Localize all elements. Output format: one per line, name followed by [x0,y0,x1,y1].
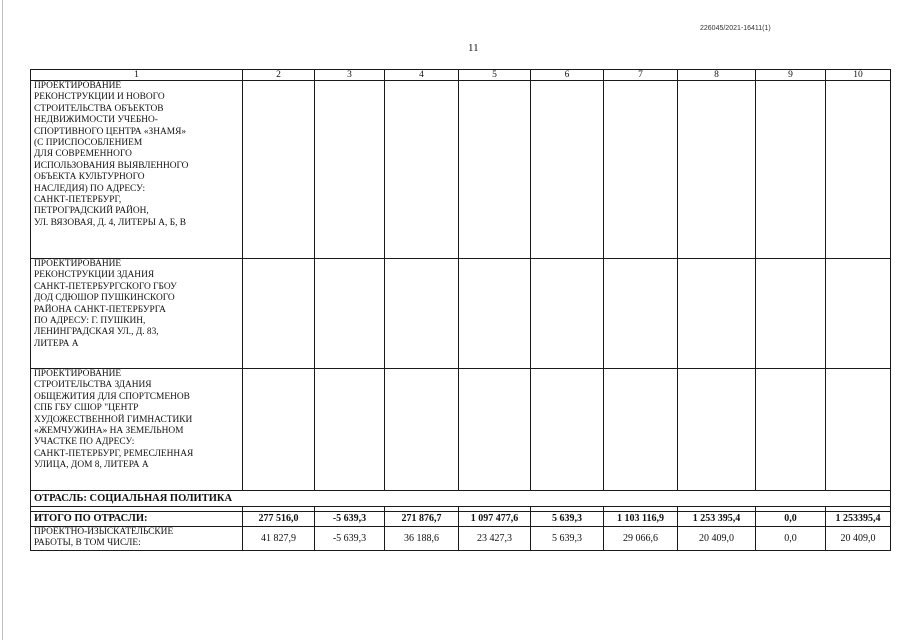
column-header: 8 [678,70,756,81]
design-survey-value: 0,0 [756,527,826,551]
column-header: 5 [459,70,531,81]
total-row [31,512,891,527]
table-cell [756,369,826,491]
table-row-project-pushkin [31,259,891,369]
section-title: ОТРАСЛЬ: СОЦИАЛЬНАЯ ПОЛИТИКА [31,491,891,507]
total-value: 1 097 477,6 [459,512,531,527]
total-value: 1 253 395,4 [678,512,756,527]
design-survey-value: 5 639,3 [531,527,604,551]
table-cell [678,369,756,491]
table-cell [243,81,315,259]
table-cell [826,369,891,491]
table-cell [459,81,531,259]
column-header: 4 [385,70,459,81]
total-value: 271 876,7 [385,512,459,527]
design-survey-value: 41 827,9 [243,527,315,551]
table-cell [678,259,756,369]
section-heading-row [31,491,891,507]
column-number-row [31,70,891,81]
table-cell [604,369,678,491]
table-cell [604,259,678,369]
table-cell [604,81,678,259]
table-cell [385,259,459,369]
table-cell [756,81,826,259]
table-cell [531,259,604,369]
table-row-project-znamya [31,81,891,259]
table-cell [531,369,604,491]
total-value: 277 516,0 [243,512,315,527]
column-header: 1 [31,70,243,81]
table-cell [243,259,315,369]
table-cell [385,369,459,491]
design-survey-label: ПРОЕКТНО-ИЗЫСКАТЕЛЬСКИЕ РАБОТЫ, В ТОМ ЧИСЛЕ: [31,527,243,551]
table-cell [756,259,826,369]
table-cell [678,81,756,259]
table-cell [243,369,315,491]
table-cell [826,81,891,259]
table-cell [315,81,385,259]
project-description: ПРОЕКТИРОВАНИЕ РЕКОНСТРУКЦИИ ЗДАНИЯ САНКТ-ПЕТЕРБУРГСКОГО ГБОУ ДОД СДЮШОР ПУШКИНСКОГО РАЙОНА САНКТ-ПЕТЕРБУРГА ПО АДРЕСУ: Г. ПУШКИН, ЛЕНИНГРАДСКАЯ УЛ., Д. 83, ЛИТЕРА А [31,259,243,369]
design-survey-row [31,527,891,551]
column-header: 9 [756,70,826,81]
table-cell [531,81,604,259]
total-value: 5 639,3 [531,512,604,527]
column-header: 3 [315,70,385,81]
budget-table [30,69,891,551]
column-header: 10 [826,70,891,81]
table-cell [826,259,891,369]
table-cell [315,369,385,491]
total-value: 0,0 [756,512,826,527]
table-row-project-zhemchuzhina [31,369,891,491]
design-survey-value: 20 409,0 [826,527,891,551]
table-cell [315,259,385,369]
table-cell [459,259,531,369]
scan-margin-line [2,0,3,640]
design-survey-value: 29 066,6 [604,527,678,551]
project-description: ПРОЕКТИРОВАНИЕ РЕКОНСТРУКЦИИ И НОВОГО СТРОИТЕЛЬСТВА ОБЪЕКТОВ НЕДВИЖИМОСТИ УЧЕБНО- СПОРТИВНОГО ЦЕНТРА «ЗНАМЯ» (С ПРИСПОСОБЛЕНИЕМ ДЛЯ СОВРЕМЕННОГО ИСПОЛЬЗОВАНИЯ ВЫЯВЛЕННОГО ОБЪЕКТА КУЛЬТУРНОГО НАСЛЕДИЯ) ПО АДРЕСУ: САНКТ-ПЕТЕРБУРГ, ПЕТРОГРАДСКИЙ РАЙОН, УЛ. ВЯЗОВАЯ, Д. 4, ЛИТЕРЫ А, Б, В [31,81,243,259]
total-value: 1 253395,4 [826,512,891,527]
design-survey-value: 36 188,6 [385,527,459,551]
document-id: 226045/2021-16411(1) [700,25,771,32]
table-cell [385,81,459,259]
total-label: ИТОГО ПО ОТРАСЛИ: [31,512,243,527]
total-value: 1 103 116,9 [604,512,678,527]
page-number: 11 [468,42,479,54]
column-header: 6 [531,70,604,81]
design-survey-value: 20 409,0 [678,527,756,551]
total-value: -5 639,3 [315,512,385,527]
table-cell [459,369,531,491]
column-header: 2 [243,70,315,81]
design-survey-value: -5 639,3 [315,527,385,551]
design-survey-value: 23 427,3 [459,527,531,551]
column-header: 7 [604,70,678,81]
project-description: ПРОЕКТИРОВАНИЕ СТРОИТЕЛЬСТВА ЗДАНИЯ ОБЩЕЖИТИЯ ДЛЯ СПОРТСМЕНОВ СПБ ГБУ СШОР "ЦЕНТР ХУДОЖЕСТВЕННОЙ ГИМНАСТИКИ «ЖЕМЧУЖИНА» НА ЗЕМЕЛЬНОМ УЧАСТКЕ ПО АДРЕСУ: САНКТ-ПЕТЕРБУРГ, РЕМЕСЛЕННАЯ УЛИЦА, ДОМ 8, ЛИТЕРА А [31,369,243,491]
